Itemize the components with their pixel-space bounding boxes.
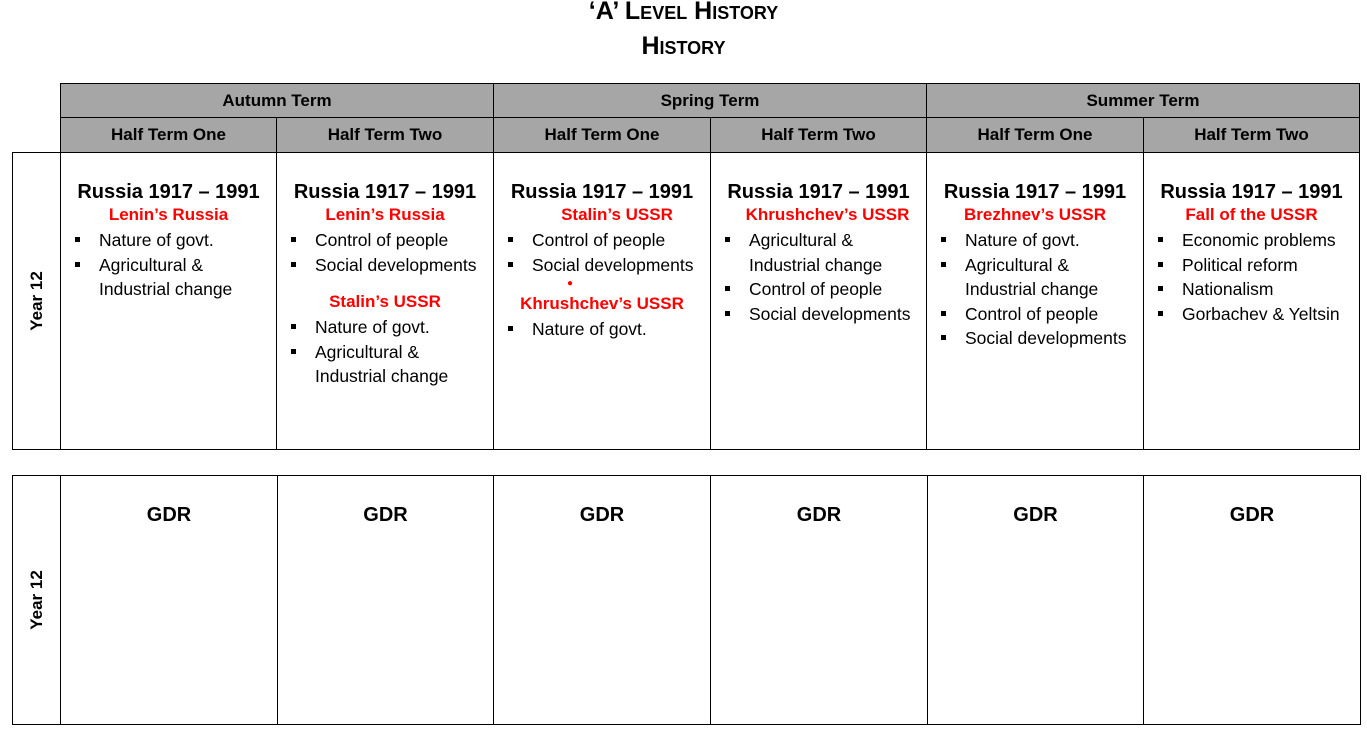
list-item-text: Control of people	[749, 279, 883, 299]
half-term-label: Half Term Two	[1194, 125, 1309, 144]
list-item-text: Nature of govt.	[99, 230, 214, 250]
row-label-year-12	[12, 475, 61, 725]
list-item-text: Agricultural & Industrial change	[315, 341, 449, 386]
term-label: Summer Term	[1086, 90, 1200, 110]
list-item-text: Control of people	[965, 303, 1099, 324]
list-item-text: Control of people	[532, 230, 666, 250]
cell-heading: Russia 1917 – 1991	[77, 181, 260, 203]
row-label-year-12	[12, 152, 61, 450]
list-item	[75, 228, 276, 253]
row-label-text: Year 12	[26, 271, 46, 331]
list-item-text: Gorbachev & Yeltsin	[1182, 303, 1340, 324]
list-item	[941, 326, 1143, 351]
table2-cell	[1143, 475, 1361, 725]
row-label-text: Year 12	[26, 570, 46, 630]
page-subtitle: History	[641, 32, 726, 60]
list-item-text: Control of people	[315, 230, 449, 250]
half-term-label: Half Term Two	[327, 125, 443, 144]
cell-heading: GDR	[363, 504, 408, 526]
cell-heading: Russia 1917 – 1991	[727, 181, 910, 203]
section-title: Khrushchev’s USSR	[520, 294, 684, 313]
term-header-spring	[493, 83, 927, 118]
term-header-autumn	[60, 83, 494, 118]
topic-list	[1144, 228, 1359, 326]
list-item	[508, 228, 710, 253]
cell-heading: Russia 1917 – 1991	[1160, 181, 1343, 203]
section-title: Brezhnev’s USSR	[963, 205, 1107, 224]
half-term-header	[276, 117, 494, 153]
list-item	[291, 315, 493, 340]
table2-cell	[493, 475, 711, 725]
list-item-text: Agricultural & Industrial change	[99, 254, 233, 299]
cell-heading: Russia 1917 – 1991	[943, 181, 1127, 203]
table1-cell-summer-ht1	[926, 152, 1144, 450]
section-title: Stalin’s USSR	[561, 205, 673, 224]
cell-heading: GDR	[1013, 504, 1058, 526]
cell-heading: GDR	[796, 504, 842, 526]
list-item-text: Nature of govt.	[532, 319, 647, 339]
list-item-text: Economic problems	[1182, 230, 1336, 250]
list-item-text: Agricultural & Industrial change	[749, 230, 883, 275]
table2-cell	[710, 475, 928, 725]
table1-cell-spring-ht2	[710, 152, 927, 450]
cell-heading: GDR	[579, 504, 625, 526]
section-title: Lenin’s Russia	[108, 205, 229, 224]
list-item-text: Social developments	[532, 254, 694, 275]
topic-list	[277, 228, 493, 277]
list-item	[291, 340, 493, 389]
list-item-text: Agricultural & Industrial change	[965, 254, 1099, 299]
list-item	[1158, 253, 1359, 278]
list-item	[1158, 302, 1359, 327]
term-label: Spring Term	[660, 90, 760, 110]
half-term-header	[926, 117, 1144, 153]
topic-list	[494, 228, 710, 277]
section-title: Fall of the USSR	[1185, 205, 1318, 224]
cell-heading: GDR	[1229, 504, 1275, 526]
section-title: Khrushchev’s USSR	[745, 205, 910, 224]
term-header-summer	[926, 83, 1360, 118]
half-term-header	[493, 117, 711, 153]
red-bullet-icon: ●	[566, 278, 574, 289]
section-title: Stalin’s USSR	[329, 292, 441, 311]
term-label: Autumn Term	[222, 90, 332, 110]
list-item-text: Political reform	[1182, 254, 1298, 275]
list-item-text: Social developments	[315, 254, 477, 275]
section-title: Lenin’s Russia	[325, 205, 445, 224]
table2-cell	[277, 475, 494, 725]
list-item-text: Nature of govt.	[315, 317, 430, 337]
topic-list	[711, 228, 926, 326]
page-title: ‘A’ Level History	[588, 0, 779, 25]
list-item	[75, 253, 276, 302]
topic-list	[61, 228, 276, 302]
list-item	[725, 228, 926, 277]
list-item	[1158, 228, 1359, 253]
list-item-text: Nature of govt.	[965, 230, 1080, 250]
half-term-label: Half Term One	[977, 125, 1093, 144]
list-item	[941, 302, 1143, 327]
topic-list	[494, 317, 710, 342]
list-item	[941, 253, 1143, 302]
list-item	[941, 228, 1143, 253]
half-term-header	[60, 117, 277, 153]
table1-cell-autumn-ht2	[276, 152, 494, 450]
list-item	[291, 228, 493, 253]
list-item	[725, 277, 926, 302]
list-item-text: Social developments	[749, 303, 911, 324]
half-term-label: Half Term Two	[761, 125, 876, 144]
list-item	[725, 302, 926, 327]
topic-list	[277, 315, 493, 389]
list-item-text: Social developments	[965, 328, 1127, 348]
table1-cell-autumn-ht1	[60, 152, 277, 450]
table2-cell	[60, 475, 278, 725]
list-item	[508, 253, 710, 278]
list-item	[1158, 277, 1359, 302]
table1-cell-summer-ht2	[1143, 152, 1360, 450]
cell-heading: Russia 1917 – 1991	[510, 181, 694, 203]
cell-heading: GDR	[146, 504, 192, 526]
half-term-header	[1143, 117, 1360, 153]
half-term-label: Half Term One	[111, 125, 226, 144]
half-term-header	[710, 117, 927, 153]
half-term-label: Half Term One	[544, 125, 660, 144]
list-item	[291, 253, 493, 278]
topic-list	[927, 228, 1143, 351]
cell-heading: Russia 1917 – 1991	[293, 181, 477, 203]
list-item	[508, 317, 710, 342]
list-item-text: Nationalism	[1182, 279, 1274, 299]
table1-cell-spring-ht1	[493, 152, 711, 450]
table2-cell	[927, 475, 1144, 725]
